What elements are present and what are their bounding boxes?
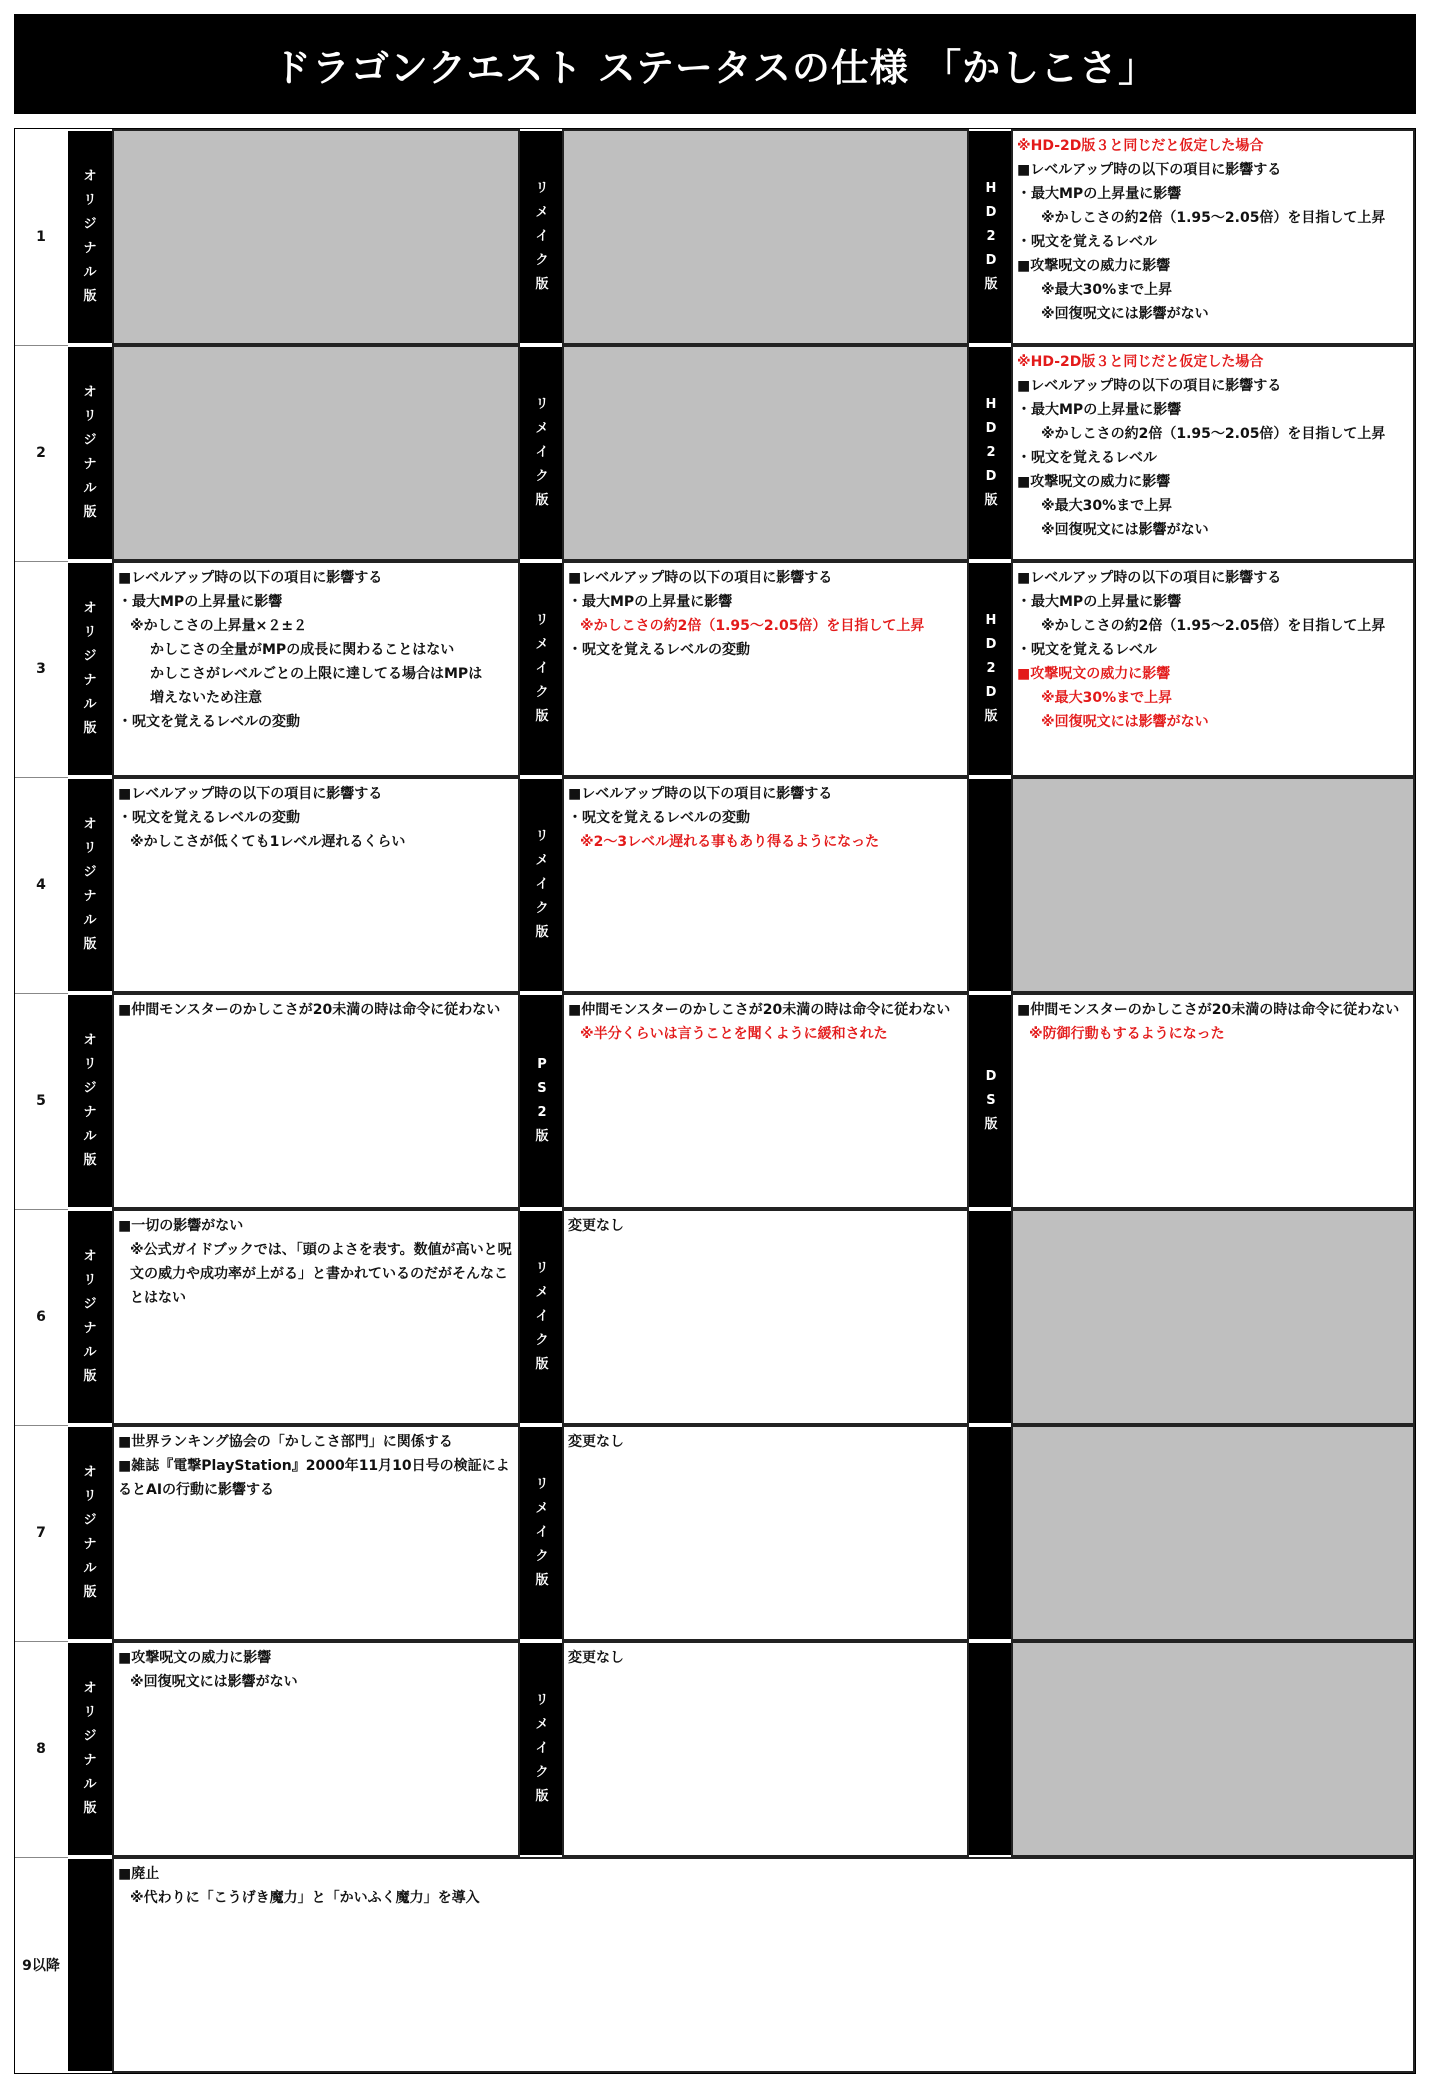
version-label-char: 版 (984, 709, 998, 724)
version-label-text (83, 1245, 96, 1389)
version-label-char: リ (535, 397, 549, 412)
content-line: ■レベルアップ時の以下の項目に影響する (568, 570, 833, 586)
version-label-blank (969, 779, 1013, 991)
version-label-char: イ (535, 877, 549, 892)
version-label-char: ジ (83, 217, 97, 232)
version-label-text (83, 165, 96, 309)
spec-table (14, 128, 1416, 2074)
version-label-char: イ (535, 661, 549, 676)
spec-cell (112, 1641, 520, 1857)
version-label-char: ジ (83, 1297, 97, 1312)
spec-cell (562, 993, 969, 1209)
version-label-char: ク (535, 1765, 549, 1780)
version-label-text (83, 381, 96, 525)
version-label-text (83, 1677, 96, 1821)
content-line: ※回復呪文には影響がない (1041, 714, 1209, 730)
version-label-char: リ (83, 1057, 97, 1072)
spec-cell (112, 777, 520, 993)
version-label-char: 版 (83, 721, 97, 736)
spec-cell (1011, 129, 1415, 345)
version-label-char: オ (83, 601, 97, 616)
version-label-char: ル (83, 1777, 97, 1792)
version-label-char: S (537, 1081, 547, 1096)
content-line: 変更なし (568, 1434, 624, 1450)
empty-cell (112, 345, 520, 561)
content-line: ・呪文を覚えるレベルの変動 (118, 810, 300, 826)
version-label-char: 版 (535, 925, 549, 940)
version-label-char: 版 (535, 493, 549, 508)
empty-cell (1011, 1425, 1415, 1641)
version-label-original (68, 779, 112, 991)
version-label-char: イ (535, 1525, 549, 1540)
version-label-char: イ (535, 229, 549, 244)
content-line: ※かしこさが低くても1レベル遅れるくらい (130, 834, 406, 850)
empty-cell (1011, 1641, 1415, 1857)
spec-cell (112, 1425, 520, 1641)
row-divider (15, 345, 68, 346)
content-line: 増えないため注意 (150, 690, 262, 706)
version-label-char: ジ (83, 865, 97, 880)
version-label-char: H (985, 181, 997, 196)
row-number: 6 (36, 1309, 46, 1325)
content-line: かしこさがレベルごとの上限に達してる場合はMPは (150, 666, 483, 682)
empty-cell (562, 129, 969, 345)
content-line: ※回復呪文には影響がない (1041, 306, 1209, 322)
version-label-char: D (985, 421, 997, 436)
version-label-hd2d (969, 563, 1013, 775)
version-label-char: リ (535, 1477, 549, 1492)
row-divider (15, 1857, 68, 1858)
version-label-char: ル (83, 1345, 97, 1360)
version-label-char: ナ (83, 889, 97, 904)
version-label-char: ナ (83, 1105, 97, 1120)
spec-cell (112, 1209, 520, 1425)
spec-cell (1011, 993, 1415, 1209)
version-label-char: リ (535, 1693, 549, 1708)
version-label-char: 版 (83, 937, 97, 952)
version-label-char: D (985, 253, 997, 268)
version-label-ds (969, 995, 1013, 1207)
version-label-char: オ (83, 817, 97, 832)
version-label-char: P (537, 1057, 547, 1072)
version-label-char: オ (83, 1033, 97, 1048)
version-label-char: オ (83, 1249, 97, 1264)
version-label-char: ナ (83, 457, 97, 472)
content-line: ※公式ガイドブックでは、「頭のよさを表す。数値が高いと呪文の威力や成功率が上がる」と書かれているのだがそんなことはない (130, 1242, 512, 1306)
content-line: ・最大MPの上昇量に影響 (1017, 594, 1182, 610)
version-label-char: 版 (984, 277, 998, 292)
version-label-text (535, 393, 548, 513)
version-label-original (68, 347, 112, 559)
version-label-original (68, 1643, 112, 1855)
content-line: ※回復呪文には影響がない (130, 1674, 298, 1690)
content-line: ・最大MPの上昇量に影響 (118, 594, 283, 610)
version-label-char: S (986, 1093, 996, 1108)
version-label-char: ジ (83, 649, 97, 664)
version-label-char: ル (83, 1561, 97, 1576)
row-number: 8 (36, 1741, 46, 1757)
version-label-char: ク (535, 1549, 549, 1564)
spec-cell (562, 777, 969, 993)
version-label-char: ル (83, 913, 97, 928)
spec-cell (112, 993, 520, 1209)
version-label-char: オ (83, 385, 97, 400)
version-label-char: イ (535, 1741, 549, 1756)
content-line: ・呪文を覚えるレベルの変動 (118, 714, 300, 730)
content-line: ・最大MPの上昇量に影響 (1017, 402, 1182, 418)
version-label-char: 版 (83, 1801, 97, 1816)
content-line: ■レベルアップ時の以下の項目に影響する (118, 570, 383, 586)
content-line: ※かしこさの約2倍（1.95～2.05倍）を目指して上昇 (1041, 426, 1386, 442)
version-label-char: ジ (83, 1729, 97, 1744)
version-label-remake (520, 1211, 564, 1423)
content-line: ■仲間モンスターのかしこさが20未満の時は命令に従わない (118, 1002, 501, 1018)
version-label-char: 2 (986, 445, 996, 460)
content-line: 変更なし (568, 1218, 624, 1234)
version-label-blank (68, 1859, 112, 2071)
version-label-char: メ (535, 1501, 549, 1516)
version-label-original (68, 131, 112, 343)
version-label-remake (520, 563, 564, 775)
version-label-char: D (985, 205, 997, 220)
content-line: ※最大30%まで上昇 (1041, 282, 1173, 298)
content-line: ■攻撃呪文の威力に影響 (1017, 258, 1171, 274)
version-label-char: 版 (535, 1129, 549, 1144)
version-label-char: ナ (83, 1321, 97, 1336)
row-number: 7 (36, 1525, 46, 1541)
version-label-char: リ (83, 409, 97, 424)
spec-cell (562, 561, 969, 777)
version-label-char: 2 (986, 229, 996, 244)
page-title: ドラゴンクエスト ステータスの仕様 「かしこさ」 (14, 14, 1416, 114)
version-label-ps2 (520, 995, 564, 1207)
content-line: ■攻撃呪文の威力に影響 (1017, 666, 1171, 682)
content-line: ※2～3レベル遅れる事もあり得るようになった (580, 834, 880, 850)
version-label-char: ク (535, 253, 549, 268)
spec-cell (1011, 345, 1415, 561)
version-label-char: H (985, 613, 997, 628)
row-divider (15, 1641, 68, 1642)
version-label-char: オ (83, 1681, 97, 1696)
version-label-char: 版 (83, 1585, 97, 1600)
content-line: ※かしこさの上昇量×２±２ (130, 618, 308, 634)
version-label-text (535, 1689, 548, 1809)
version-label-char: リ (83, 1273, 97, 1288)
version-label-char: 2 (537, 1105, 547, 1120)
version-label-remake (520, 779, 564, 991)
version-label-char: メ (535, 1717, 549, 1732)
version-label-char: ナ (83, 1537, 97, 1552)
version-label-char: リ (83, 193, 97, 208)
version-label-hd2d (969, 131, 1013, 343)
spec-cell (112, 561, 520, 777)
content-line: ※防御行動もするようになった (1029, 1026, 1225, 1042)
version-label-char: ル (83, 697, 97, 712)
content-line: ※回復呪文には影響がない (1041, 522, 1209, 538)
content-line: ・最大MPの上昇量に影響 (1017, 186, 1182, 202)
version-label-char: 版 (535, 277, 549, 292)
content-line: ※HD-2D版３と同じだと仮定した場合 (1017, 138, 1264, 154)
content-line: かしこさの全量がMPの成長に関わることはない (150, 642, 455, 658)
version-label-text (535, 609, 548, 729)
version-label-char: ル (83, 481, 97, 496)
version-label-char: 版 (535, 1573, 549, 1588)
version-label-char: ル (83, 265, 97, 280)
version-label-char: 版 (535, 1357, 549, 1372)
version-label-char: D (985, 1069, 997, 1084)
version-label-char: ク (535, 685, 549, 700)
version-label-char: リ (535, 829, 549, 844)
version-label-char: ク (535, 901, 549, 916)
content-line: ※HD-2D版３と同じだと仮定した場合 (1017, 354, 1264, 370)
version-label-char: ク (535, 1333, 549, 1348)
version-label-blank (969, 1643, 1013, 1855)
content-line: ・呪文を覚えるレベル (1017, 234, 1157, 250)
version-label-text (535, 825, 548, 945)
spec-cell (562, 1641, 969, 1857)
spec-cell (562, 1425, 969, 1641)
empty-cell (1011, 1209, 1415, 1425)
version-label-remake (520, 131, 564, 343)
version-label-char: リ (83, 625, 97, 640)
row-number: 2 (36, 445, 46, 461)
version-label-original (68, 995, 112, 1207)
content-line: ■廃止 (118, 1866, 160, 1882)
content-line: ・最大MPの上昇量に影響 (568, 594, 733, 610)
version-label-char: メ (535, 853, 549, 868)
version-label-char: ナ (83, 673, 97, 688)
content-line: ※最大30%まで上昇 (1041, 690, 1173, 706)
version-label-text (83, 1029, 96, 1173)
content-line: ※半分くらいは言うことを聞くように緩和された (580, 1026, 888, 1042)
version-label-char: イ (535, 445, 549, 460)
version-label-text (535, 1473, 548, 1593)
version-label-char: メ (535, 205, 549, 220)
version-label-text (535, 177, 548, 297)
version-label-char: イ (535, 1309, 549, 1324)
row-number: 9以降 (22, 1958, 60, 1974)
content-line: ※最大30%まで上昇 (1041, 498, 1173, 514)
version-label-char: ナ (83, 241, 97, 256)
version-label-char: リ (535, 1261, 549, 1276)
spec-cell (112, 1857, 1415, 2073)
version-label-char: 版 (984, 493, 998, 508)
content-line: 変更なし (568, 1650, 624, 1666)
version-label-char: D (985, 685, 997, 700)
version-label-remake (520, 1427, 564, 1639)
version-label-text (984, 1065, 997, 1137)
row-divider (15, 1425, 68, 1426)
version-label-text (535, 1257, 548, 1377)
version-label-text (984, 609, 997, 729)
spec-cell (562, 1209, 969, 1425)
version-label-text (535, 1053, 548, 1149)
version-label-char: メ (535, 637, 549, 652)
version-label-char: ジ (83, 1081, 97, 1096)
content-line: ■レベルアップ時の以下の項目に影響する (568, 786, 833, 802)
version-label-char: ル (83, 1129, 97, 1144)
content-line: ■攻撃呪文の威力に影響 (1017, 474, 1171, 490)
version-label-char: D (985, 469, 997, 484)
version-label-blank (969, 1427, 1013, 1639)
content-line: ■仲間モンスターのかしこさが20未満の時は命令に従わない (1017, 1002, 1400, 1018)
version-label-hd2d (969, 347, 1013, 559)
content-line: ・呪文を覚えるレベルの変動 (568, 810, 750, 826)
version-label-text (984, 393, 997, 513)
version-label-char: ナ (83, 1753, 97, 1768)
row-divider (15, 1209, 68, 1210)
row-divider (15, 777, 68, 778)
version-label-char: オ (83, 1465, 97, 1480)
version-label-text (83, 1461, 96, 1605)
content-line: ※かしこさの約2倍（1.95～2.05倍）を目指して上昇 (580, 618, 925, 634)
content-line: ■攻撃呪文の威力に影響 (118, 1650, 272, 1666)
spec-cell (1011, 561, 1415, 777)
version-label-char: 版 (83, 1153, 97, 1168)
row-divider (15, 561, 68, 562)
content-line: ■世界ランキング協会の「かしこさ部門」に関係する (118, 1434, 453, 1450)
row-divider (15, 993, 68, 994)
version-label-char: リ (83, 841, 97, 856)
content-line: ■レベルアップ時の以下の項目に影響する (1017, 570, 1282, 586)
row-number: 4 (36, 877, 46, 893)
version-label-original (68, 1427, 112, 1639)
version-label-blank (969, 1211, 1013, 1423)
version-label-char: オ (83, 169, 97, 184)
version-label-original (68, 1211, 112, 1423)
version-label-char: リ (83, 1705, 97, 1720)
version-label-text (83, 597, 96, 741)
version-label-char: 版 (535, 1789, 549, 1804)
version-label-char: 版 (83, 1369, 97, 1384)
version-label-char: メ (535, 1285, 549, 1300)
content-line: ※かしこさの約2倍（1.95～2.05倍）を目指して上昇 (1041, 210, 1386, 226)
empty-cell (562, 345, 969, 561)
version-label-char: リ (83, 1489, 97, 1504)
version-label-char: 版 (83, 505, 97, 520)
version-label-remake (520, 347, 564, 559)
content-line: ・呪文を覚えるレベル (1017, 642, 1157, 658)
row-number: 5 (36, 1093, 46, 1109)
version-label-text (984, 177, 997, 297)
row-number: 1 (36, 229, 46, 245)
version-label-char: 2 (986, 661, 996, 676)
content-line: ■雑誌『電撃PlayStation』2000年11月10日号の検証によるとAIの行動に影響する (118, 1458, 510, 1498)
content-line: ※代わりに「こうげき魔力」と「かいふく魔力」を導入 (130, 1890, 480, 1906)
version-label-original (68, 563, 112, 775)
version-label-remake (520, 1643, 564, 1855)
content-line: ■仲間モンスターのかしこさが20未満の時は命令に従わない (568, 1002, 951, 1018)
content-line: ■一切の影響がない (118, 1218, 244, 1234)
version-label-char: 版 (984, 1117, 998, 1132)
content-line: ■レベルアップ時の以下の項目に影響する (1017, 378, 1282, 394)
version-label-char: メ (535, 421, 549, 436)
version-label-char: リ (535, 181, 549, 196)
version-label-char: H (985, 397, 997, 412)
content-line: ■レベルアップ時の以下の項目に影響する (1017, 162, 1282, 178)
version-label-text (83, 813, 96, 957)
content-line: ■レベルアップ時の以下の項目に影響する (118, 786, 383, 802)
empty-cell (1011, 777, 1415, 993)
version-label-char: ク (535, 469, 549, 484)
version-label-char: ジ (83, 1513, 97, 1528)
version-label-char: ジ (83, 433, 97, 448)
version-label-char: 版 (83, 289, 97, 304)
version-label-char: リ (535, 613, 549, 628)
content-line: ・呪文を覚えるレベルの変動 (568, 642, 750, 658)
version-label-char: 版 (535, 709, 549, 724)
version-label-char: D (985, 637, 997, 652)
row-number: 3 (36, 661, 46, 677)
content-line: ※かしこさの約2倍（1.95～2.05倍）を目指して上昇 (1041, 618, 1386, 634)
content-line: ・呪文を覚えるレベル (1017, 450, 1157, 466)
empty-cell (112, 129, 520, 345)
